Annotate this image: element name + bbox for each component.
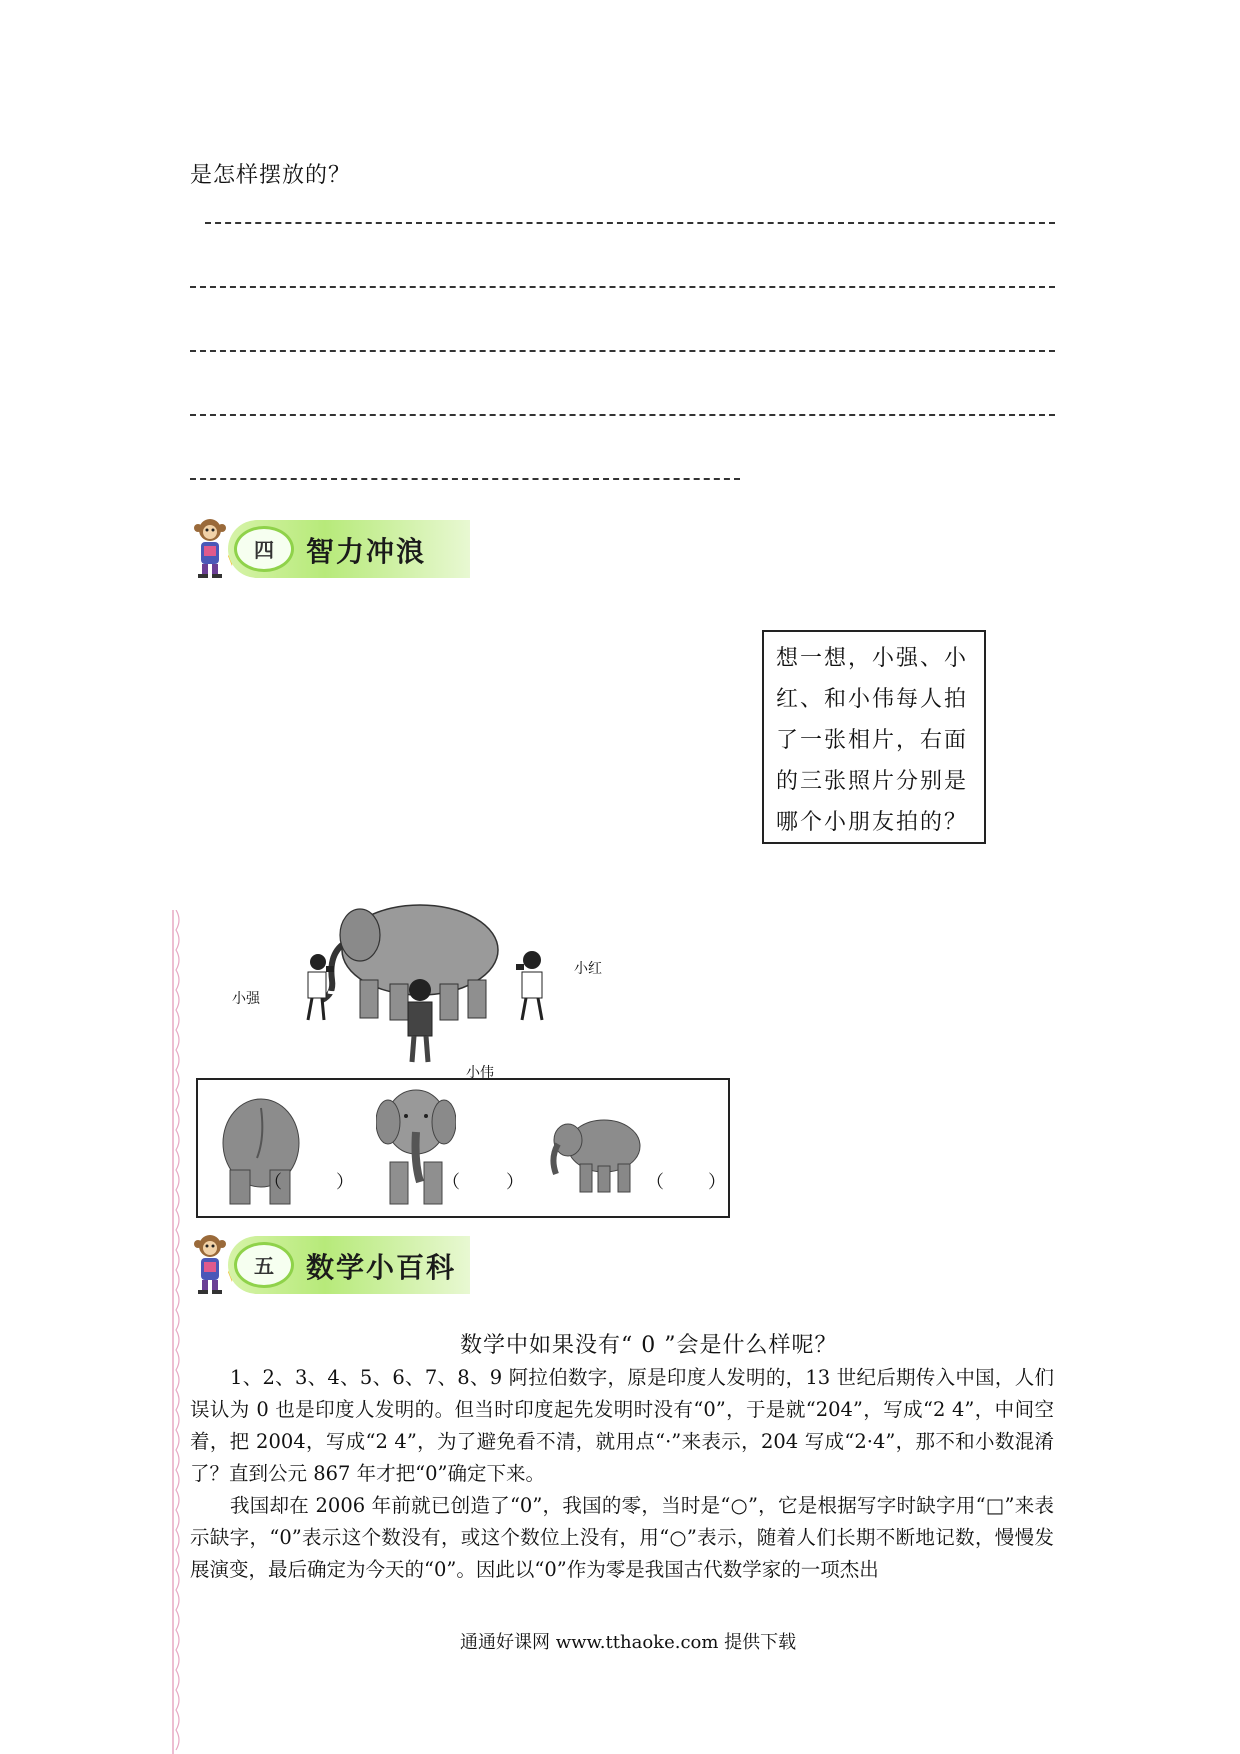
elephant-scene-illustration — [210, 900, 630, 1080]
section-title: 数学小百科 — [306, 1251, 457, 1284]
think-line: 想一想，小强、小 — [776, 646, 969, 671]
answer-paren-close: ） — [506, 1172, 524, 1193]
think-line: 的三张照片分别是 — [776, 769, 969, 794]
section-banner-4 — [188, 516, 470, 580]
elephant-side-view-image — [546, 1110, 646, 1200]
footer-text: 通通好课网 www.tthaoke.com 提供下载 — [460, 1632, 797, 1653]
answer-line — [190, 414, 1055, 416]
answer-paren-open: （ — [646, 1172, 664, 1193]
think-box — [762, 630, 986, 844]
think-line: 哪个小朋友拍的？ — [776, 810, 969, 835]
answer-line — [190, 286, 1055, 288]
answer-paren-close: ） — [336, 1172, 354, 1193]
answer-line — [190, 478, 740, 480]
label-xiaowei: 小伟 — [466, 1065, 494, 1081]
elephant-back-view-image — [216, 1088, 306, 1208]
label-xiaohong: 小红 — [574, 961, 602, 977]
article-paragraph: 1、2、3、4、5、6、7、8、9 阿拉伯数字，原是印度人发明的，13 世纪后期传入中国，人们误认为 0 也是印度人发明的。但当时印度起先发明时没有“0”，于是就“204”，写成“2 4”，中间空着，把 2004，写成“2 4”，为了避免看不清，就用点“·”来表示，204 写成“2·4”，那不和小数混淆了？直到公元 867 年才把“0”确定下来。 — [190, 1366, 1054, 1485]
think-line: 红、和小伟每人拍 — [776, 687, 969, 712]
answer-line — [190, 350, 1055, 352]
article-body — [190, 1362, 1054, 1586]
think-line: 了一张相片，右面 — [776, 728, 969, 753]
decorative-border — [170, 910, 186, 1754]
label-xiaoqiang: 小强 — [232, 991, 260, 1007]
section-banner-5 — [188, 1232, 470, 1296]
section-title: 智力冲浪 — [306, 535, 427, 568]
answer-paren-close: ） — [708, 1172, 726, 1193]
answer-paren-open: （ — [442, 1172, 460, 1193]
photo-options-frame — [196, 1078, 730, 1218]
section-number: 四 — [254, 538, 274, 562]
section-number: 五 — [254, 1254, 274, 1278]
article-paragraph: 我国却在 2006 年前就已创造了“0”，我国的零，当时是“○”，它是根据写字时缺字用“□”来表示缺字，“0”表示这个数没有，或这个数位上没有，用“○”表示，随着人们长期不断地记数，慢慢发展演变，最后确定为今天的“0”。因此以“0”作为零是我国古代数学家的一项杰出 — [190, 1494, 1054, 1581]
answer-line — [205, 222, 1055, 224]
answer-paren-open: （ — [264, 1172, 282, 1193]
question-text: 是怎样摆放的？ — [190, 163, 352, 188]
article-title: 数学中如果没有“ 0 ”会是什么样呢？ — [460, 1333, 838, 1358]
